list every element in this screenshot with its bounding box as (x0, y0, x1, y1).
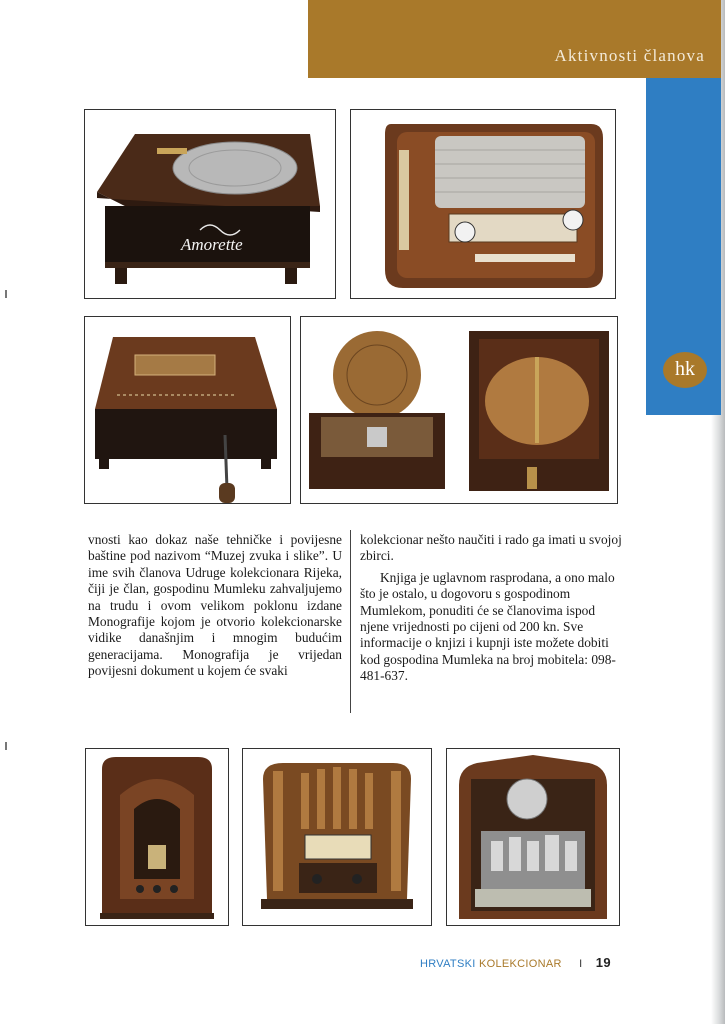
photo-tube-radio (350, 109, 616, 299)
photo-wooden-music-box (84, 316, 291, 504)
photo-open-disc-music-boxes (300, 316, 618, 504)
photo-cathedral-radio (85, 748, 229, 926)
article-paragraph: vnosti kao dokaz naše tehničke i povijesne baštine pod nazivom “Muzej zvuka i slike”. U ime svih članova Udruge kolekcionara Rijeka, čiji je član, gospodinu Mumleku zahvaljujemo na trudu i ovom velikom poklonu izdane Monografije kojom je otvorio kolekcionarske vidike današnjim i mnogim budućim generacijama. Monografija je vrijedan povijesni dokument u kojem će svaki (88, 532, 342, 679)
scan-mark (5, 742, 7, 750)
hk-badge: hk (663, 352, 707, 388)
footer-separator: I (579, 958, 583, 970)
music-box-brand-label: Amorette (181, 235, 243, 254)
article-right-column (360, 532, 622, 685)
wooden-music-box-image (85, 317, 290, 503)
open-disc-music-boxes-image (301, 317, 617, 503)
publication-name-part2: KOLEKCIONAR (478, 958, 562, 970)
cathedral-radio-image (86, 749, 228, 925)
photo-radio-chassis-back (446, 748, 620, 926)
page-footer (420, 955, 611, 970)
scan-mark (5, 290, 7, 298)
radio-chassis-back-image (447, 749, 619, 925)
art-deco-radio-image (243, 749, 431, 925)
music-box-amorette-image (85, 110, 335, 298)
article-paragraph: kolekcionar nešto naučiti i rado ga imati u svojoj zbirci. (360, 532, 622, 564)
publication-name-part1: HRVATSKI (420, 958, 476, 970)
column-divider (350, 530, 351, 713)
section-header-band (308, 0, 721, 78)
tube-radio-image (351, 110, 615, 298)
photo-music-box-amorette (84, 109, 336, 299)
section-title: Aktivnosti članova (554, 46, 705, 65)
article-left-column (88, 532, 342, 680)
page-number: 19 (595, 955, 611, 970)
photo-art-deco-radio (242, 748, 432, 926)
article-paragraph: Knjiga je uglavnom rasprodana, a ono malo što je ostalo, u dogovoru s gospodinom Mumlekom, ponuditi će se članovima ispod njene vrijednosti po cijeni od 200 kn. Sve informacije o knjizi i kupnji iste možete dobiti kod gospodina Mumleka na broj mobitela: 098-481-637. (360, 569, 616, 684)
